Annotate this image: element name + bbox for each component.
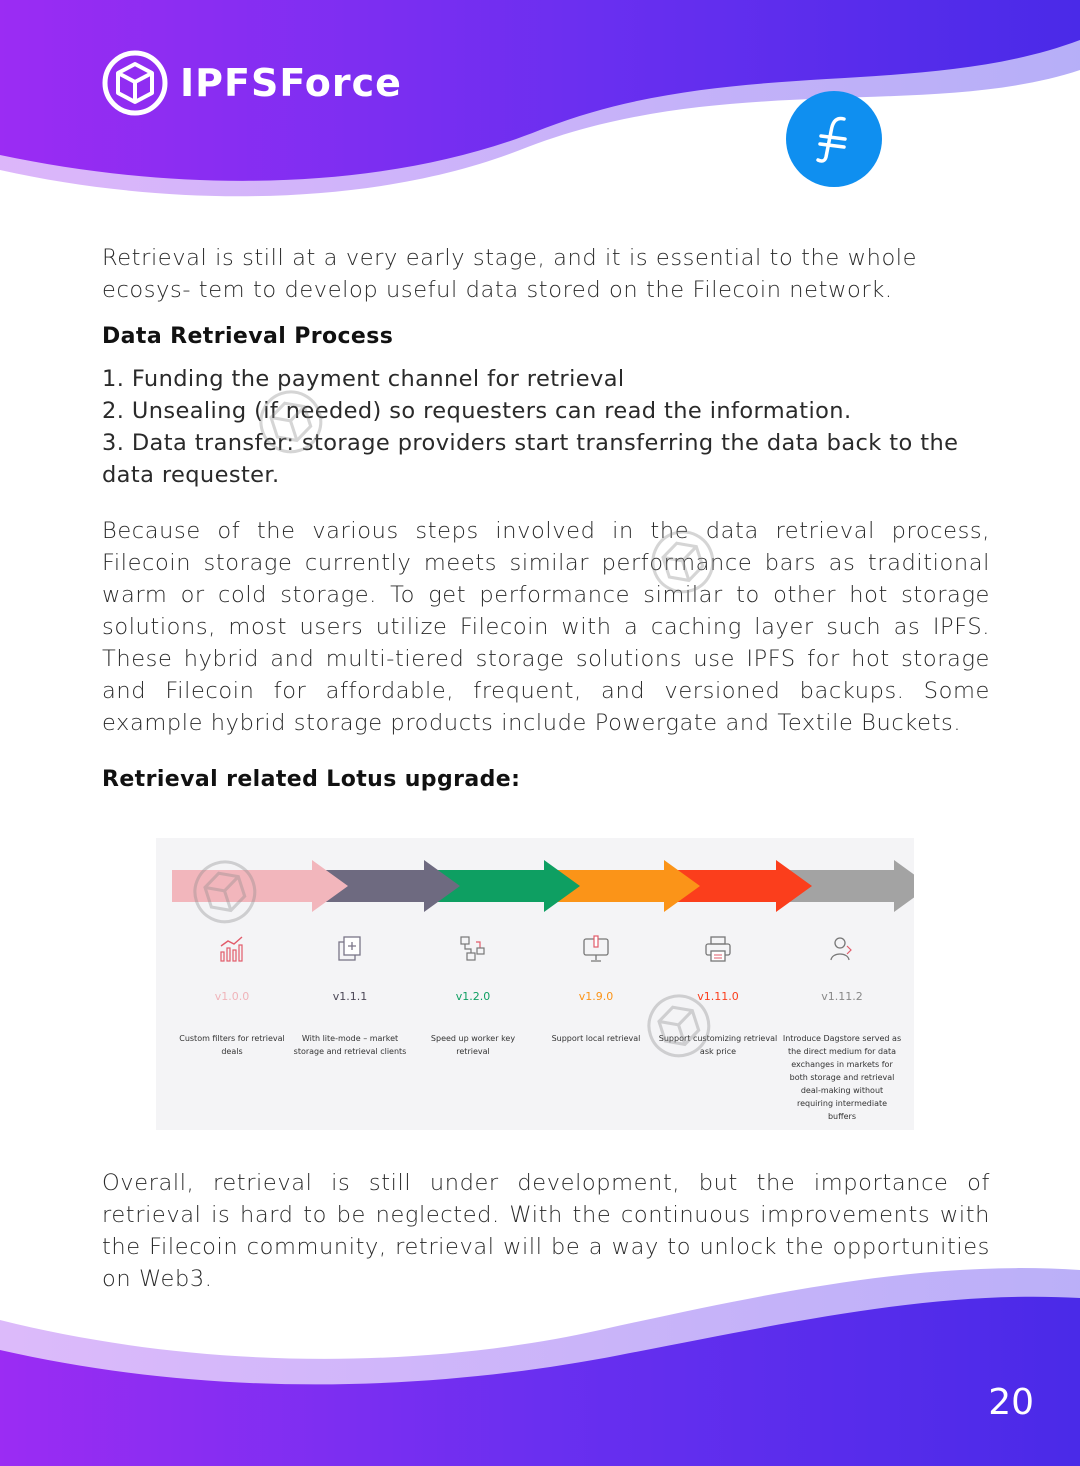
list-item: 2. Unsealing (if needed) so requesters can read the information. bbox=[102, 398, 852, 424]
user-icon bbox=[782, 934, 902, 968]
list-item: 1. Funding the payment channel for retrieval bbox=[102, 366, 625, 392]
page-number: 20 bbox=[988, 1382, 1034, 1423]
brand-logo bbox=[102, 50, 402, 116]
chart-icon bbox=[172, 934, 292, 968]
monitor-icon bbox=[536, 934, 656, 968]
stage-description: Introduce Dagstore served as the direct medium for data exchanges in markets for both storage and retrieval deal-making without requiring intermediate buffers bbox=[782, 1034, 902, 1121]
brand-name: IPFSForce bbox=[180, 61, 402, 105]
stage-version: v1.11.0 bbox=[697, 990, 739, 1003]
network-icon bbox=[413, 934, 533, 968]
process-steps bbox=[102, 363, 990, 491]
footer-wave bbox=[0, 1260, 1080, 1466]
add-copy-icon bbox=[290, 934, 410, 968]
header-wave bbox=[0, 0, 1080, 260]
process-heading: Data Retrieval Process bbox=[102, 324, 394, 349]
cube-logo-icon bbox=[102, 50, 168, 116]
stage-description: With lite-mode – market storage and retrieval clients bbox=[293, 1034, 407, 1056]
stage-version: v1.1.1 bbox=[332, 990, 368, 1003]
intro-paragraph: Retrieval is still at a very early stage, and it is essential to the whole ecosys- tem to develop useful data stored on the Filecoin network. bbox=[102, 245, 918, 303]
stage-version: v1.0.0 bbox=[214, 990, 250, 1003]
timeline-arrows bbox=[156, 858, 914, 938]
timeline-arrow bbox=[172, 860, 348, 912]
conclusion-paragraph: Overall, retrieval is still under development, but the importance of retrieval is hard to be neglected. With the continuous improvements with the Filecoin community, retrieval will be a way to unlock the opportunities on Web3. bbox=[102, 1170, 990, 1292]
stage-description: Support local retrieval bbox=[551, 1034, 641, 1043]
lotus-upgrade-timeline bbox=[156, 838, 914, 1130]
filecoin-logo-icon bbox=[786, 91, 882, 187]
stage-version: v1.9.0 bbox=[578, 990, 614, 1003]
body-paragraph: Because of the various steps involved in the data retrieval process, Filecoin storage currently meets similar performance bars as traditional warm or cold storage. To get performance similar to other hot storage solutions, most users utilize Filecoin with a caching layer such as IPFS. These hybrid and multi-tiered storage solutions use IPFS for hot storage and Filecoin for affordable, frequent, and versioned backups. Some example hybrid storage products include Powergate and Textile Buckets. bbox=[102, 518, 990, 736]
printer-icon bbox=[658, 934, 778, 968]
list-item: 3. Data transfer: storage providers start transferring the data back to the data requester. bbox=[102, 430, 959, 488]
main-content bbox=[102, 240, 990, 792]
upgrade-heading: Retrieval related Lotus upgrade: bbox=[102, 767, 521, 792]
stage-version: v1.11.2 bbox=[821, 990, 863, 1003]
stage-description: Support customizing retrieval ask price bbox=[658, 1034, 778, 1056]
stage-description: Speed up worker key retrieval bbox=[430, 1034, 516, 1056]
stage-description: Custom filters for retrieval deals bbox=[179, 1034, 285, 1056]
stage-version: v1.2.0 bbox=[455, 990, 491, 1003]
